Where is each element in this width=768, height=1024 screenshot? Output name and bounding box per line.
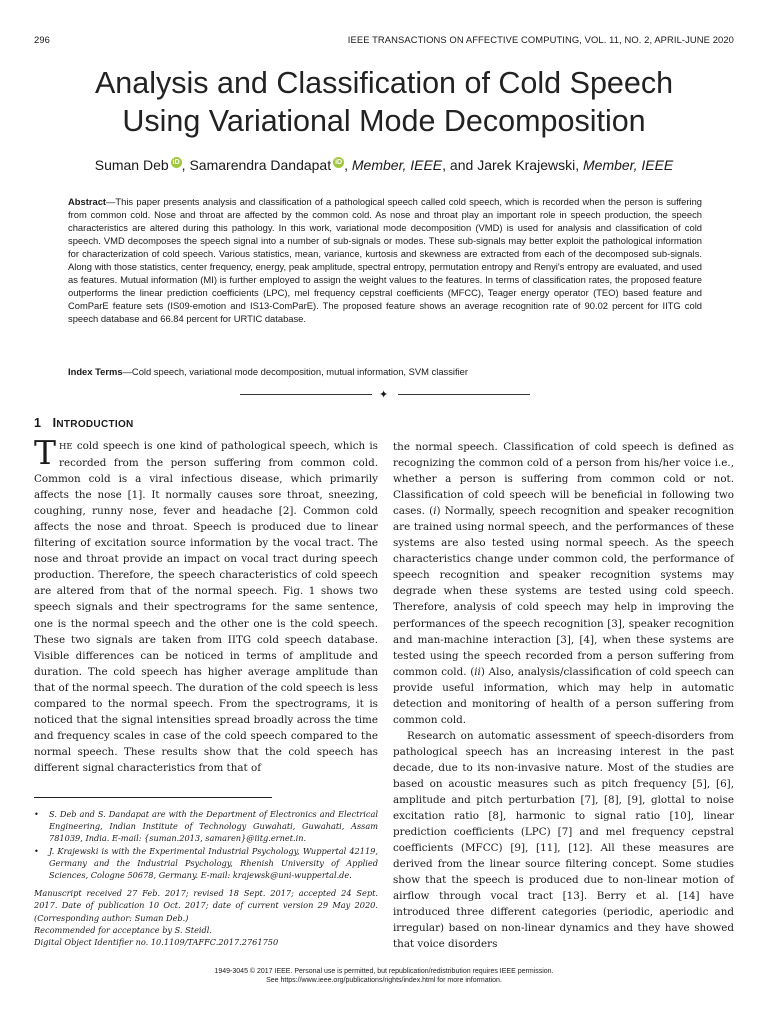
manuscript-history: Manuscript received 27 Feb. 2017; revised 18 Sept. 2017; accepted 24 Sept. 2017. Date of publication 10 Oct. 2017; date of current version 29 May 2020. (Corresponding author: Suman Deb.) <box>34 888 378 923</box>
paragraph-text: ) Normally, speech recognition and speaker recognition are trained using normal speech, and the performances of these systems are also tested using normal speech. As the speech characteristics change under common cold, the performance of speech recognition and speaker recognition systems may degrade when these systems are tested using cold speech. Therefore, analysis of cold speech may help in improving the performances of the speech recognition [3], speaker recognition and man-machine interaction [3], [4], when these systems are tested using the speech recorded from a person suffering from common cold. ( <box>393 505 734 678</box>
affiliation-footnote <box>34 845 378 882</box>
bullet: • <box>34 809 39 819</box>
case-marker: ii <box>474 665 481 678</box>
bullet: • <box>34 845 39 856</box>
title-line-2: Using Variational Mode Decomposition <box>122 104 646 138</box>
separator-line <box>240 394 372 395</box>
author-separator: , <box>181 157 190 173</box>
author-list <box>40 157 728 173</box>
footnotes <box>34 808 378 948</box>
index-terms-text: —Cold speech, variational mode decomposition, mutual information, SVM classifier <box>122 366 469 377</box>
section-title-rest: NTRODUCTION <box>56 419 134 430</box>
orcid-icon[interactable]: iD <box>335 159 343 166</box>
abstract-label: Abstract <box>68 196 107 207</box>
small-caps-lead: HE <box>59 442 73 452</box>
doi: Digital Object Identifier no. 10.1109/TAFFC.2017.2761750 <box>34 937 279 948</box>
research-paragraph: Research on automatic assessment of speech-disorders from pathological speech has an increasing interest in the past decade, due to its non-invasive nature. Most of the studies are based on acoustic measures such as pitch frequency [5], [6], amplitude and pitch perturbation [7], [8], [9], glottal to noise excitation ratio [8], harmonic to signal ratio [10], linear prediction coefficients (LPC) [7] and mel frequency cepstral coefficients (MFCC) [9], [11], [12]. All these measures are derived from the linear source filtering concept. Some studies show that the speech is produced due to non-linear motion of airflow through vocal tract [13]. Berry et al. [14] have introduced three different categories (periodic, aperiodic and irregular) based on non-linear dynamics and they have showed that voice disorders <box>393 729 734 951</box>
abstract <box>68 196 702 326</box>
paper-title <box>40 64 728 140</box>
copyright-notice <box>40 968 728 986</box>
section-number: 1 <box>34 416 42 430</box>
author-name: Jarek Krajewski <box>477 157 576 173</box>
footnote-rule <box>34 797 272 798</box>
diamond-ornament-icon: ✦ <box>379 388 389 401</box>
author-name: Samarendra Dandapat <box>189 157 332 173</box>
author-membership: Member, IEEE <box>351 157 443 173</box>
orcid-icon[interactable]: iD <box>172 159 180 166</box>
copyright-line-2: See https://www.ieee.org/publications/rights/index.html for more information. <box>266 976 502 984</box>
drop-cap: T <box>34 433 57 472</box>
recommended-by: Recommended for acceptance by S. Steidl. <box>34 924 213 935</box>
copyright-line-1: 1949-3045 © 2017 IEEE. Personal use is permitted, but republication/redistribution requires IEEE permission. <box>214 968 554 975</box>
section-title-initial: I <box>52 416 57 430</box>
case-marker: i <box>433 505 437 518</box>
body-column-left <box>34 433 378 776</box>
author-separator: , and <box>442 157 478 173</box>
paragraph-text: the normal speech. Classification of cold speech is defined as recognizing the common cold of a person from his/her voice i.e., whether a person is suffering from common cold or not. Classification of cold speech will be beneficial in following two cases. ( <box>393 441 734 518</box>
author-separator: , <box>575 157 583 173</box>
abstract-text: —This paper presents analysis and classification of a pathological speech called cold speech, which is recorded when the person is suffering from common cold. Nose and throat are affected by the common cold. As nose and throat play an important role in speech production, the speech characteristics are altered during this pathology. In this work, variational mode decomposition (VMD) is used for analysis and classification of cold speech. VMD decomposes the speech signal into a number of sub-signals or modes. These sub-signals may better exploit the pathological information for characterization of cold speech. Various statistics, mean, variance, kurtosis and skewness are extracted from each of the decomposed sub-signals. Along with those statistics, center frequency, energy, peak amplitude, spectral entropy, permutation entropy and Renyi's entropy are evaluated, and used as features. Mutual information (MI) is further employed to assign the weight values to the features. In terms of classification rates, the proposed feature outperforms the linear prediction coefficients (LPC), mel frequency cepstral coefficients (MFCC), Teager energy operator (TEO) based feature and ComParE feature sets (IS09-emotion and IS13-ComParE). The proposed feature shows an average recognition rate of 90.02 percent for IITG cold speech database and 66.84 percent for URTIC database. <box>68 196 702 324</box>
index-terms <box>68 366 702 377</box>
page-number: 296 <box>34 34 50 45</box>
author-membership: Member, IEEE <box>583 157 674 173</box>
intro-paragraph: cold speech is one kind of pathological speech, which is recorded from the person suffering from common cold. Common cold is a viral infectious disease, which primarily affects the nose [1]. It normally causes sore throat, sneezing, coughing, runny nose, fever and headache [2]. Common cold affects the nose and throat. Speech is produced due to linear filtering of excitation source information by the vocal tract. The nose and throat provide an impact on vocal tract during speech production. Therefore, the speech characteristics of cold speech are altered from that of the normal speech. Fig. 1 shows two speech signals and their spectrograms for the same sentence, one is the normal speech and the other one is the cold speech. These two signals are taken from IITG cold speech database. Visible differences can be noticed in terms of amplitude and duration. The cold speech has higher average amplitude than that of the normal speech. The duration of the cold speech is less compared to the normal speech. From the spectrograms, it is noticed that the signal intensities spread broadly across the time and frequency scales in case of the cold speech compared to the normal speech. These results show that the cold speech has different signal characteristics from that of <box>34 440 378 774</box>
section-heading <box>34 416 134 430</box>
title-line-1: Analysis and Classification of Cold Speech <box>94 66 674 100</box>
body-column-right <box>393 439 734 953</box>
author-separator: , <box>344 157 352 173</box>
index-terms-label: Index Terms <box>68 366 123 377</box>
author-name: Suman Deb <box>94 157 169 173</box>
separator-line <box>398 394 530 395</box>
footnote-text: J. Krajewski is with the Experimental Industrial Psychology, Wuppertal 42119, Germany and the Industrial Psychology, Rhenish University of Applied Sciences, Cologne 50678, Germany. E-mail: krajewsk@uni-wuppertal.de. <box>49 845 378 881</box>
journal-header: IEEE TRANSACTIONS ON AFFECTIVE COMPUTING, VOL. 11, NO. 2, APRIL-JUNE 2020 <box>347 34 734 45</box>
footnote-text: S. Deb and S. Dandapat are with the Department of Electronics and Electrical Engineering, Indian Institute of Technology Guwahati, Guwahati, Assam 781039, India. E-mail: {suman.2013, samaren}@iitg.ernet.in. <box>49 809 378 844</box>
paragraph-text: ) Also, analysis/classification of cold speech can provide useful information, which may help in automatic detection and monitoring of health of a person suffering from common cold. <box>393 665 734 726</box>
affiliation-footnote <box>34 808 378 845</box>
section-separator <box>240 387 530 401</box>
